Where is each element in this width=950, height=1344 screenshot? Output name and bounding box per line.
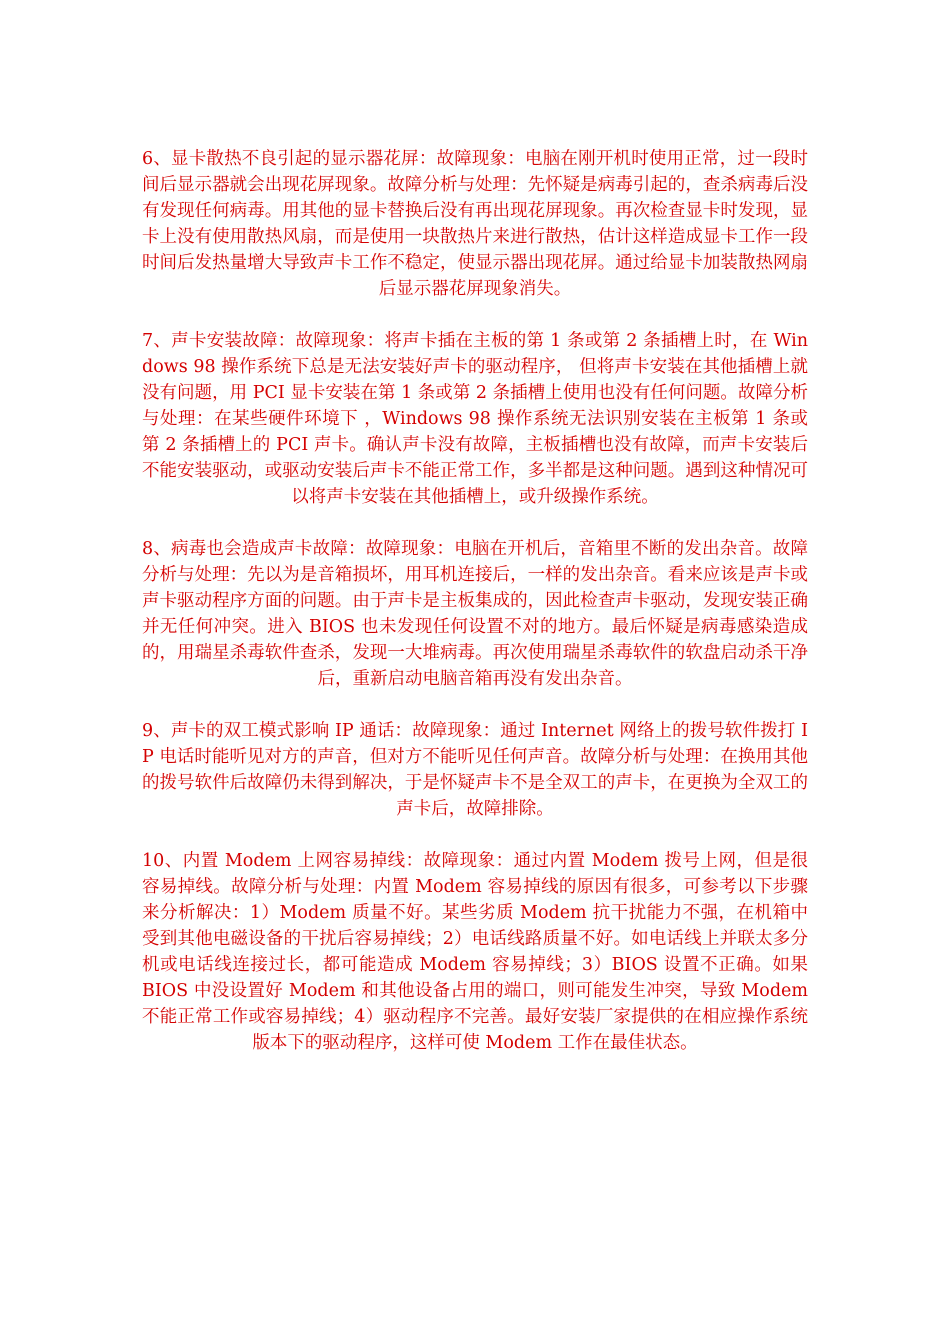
paragraph-9: 9、声卡的双工模式影响 IP 通话：故障现象：通过 Internet 网络上的拨号软件拨打 IP 电话时能听见对方的声音，但对方不能听见任何声音。故障分析与处理：在换用其他的拨号软件后故障仍未得到解决，于是怀疑声卡不是全双工的声卡，在更换为全双工的声卡后，故障排除。 bbox=[142, 721, 808, 819]
document-body bbox=[142, 146, 808, 1082]
paragraph-10: 10、内置 Modem 上网容易掉线：故障现象：通过内置 Modem 拨号上网，但是很容易掉线。故障分析与处理：内置 Modem 容易掉线的原因有很多，可参考以下步骤来分析解决：1）Modem 质量不好。某些劣质 Modem 抗干扰能力不强，在机箱中受到其他电磁设备的干扰后容易掉线；2）电话线路质量不好。如电话线上并联太多分机或电话线连接过长，都可能造成 Modem 容易掉线；3）BIOS 设置不正确。如果 BIOS 中没设置好 Modem 和其他设备占用的端口，则可能发生冲突，导致 Modem 不能正常工作或容易掉线；4）驱动程序不完善。最好安装厂家提供的在相应操作系统版本下的驱动程序，这样可使 Modem 工作在最佳状态。 bbox=[142, 851, 808, 1053]
paragraph-6: 6、显卡散热不良引起的显示器花屏：故障现象：电脑在刚开机时使用正常，过一段时间后显示器就会出现花屏现象。故障分析与处理：先怀疑是病毒引起的，查杀病毒后没有发现任何病毒。用其他的显卡替换后没有再出现花屏现象。再次检查显卡时发现，显卡上没有使用散热风扇，而是使用一块散热片来进行散热，估计这样造成显卡工作一段时间后发热量增大导致声卡工作不稳定，使显示器出现花屏。通过给显卡加装散热网扇后显示器花屏现象消失。 bbox=[142, 149, 808, 299]
paragraph-7: 7、声卡安装故障：故障现象：将声卡插在主板的第 1 条或第 2 条插槽上时，在 Windows 98 操作系统下总是无法安装好声卡的驱动程序， 但将声卡安装在其他插槽上就没有问题，用 PCI 显卡安装在第 1 条或第 2 条插槽上使用也没有任何问题。故障分析与处理：在某些硬件环境下 ，Windows 98 操作系统无法识别安装在主板第 1 条或第 2 条插槽上的 PCI 声卡。确认声卡没有故障，主板插槽也没有故障，而声卡安装后不能安装驱动，或驱动安装后声卡不能正常工作，多半都是这种问题。遇到这种情况可以将声卡安装在其他插槽上，或升级操作系统。 bbox=[142, 331, 808, 507]
paragraph-8: 8、病毒也会造成声卡故障：故障现象：电脑在开机后，音箱里不断的发出杂音。故障分析与处理：先以为是音箱损坏，用耳机连接后，一样的发出杂音。看来应该是声卡或声卡驱动程序方面的问题。由于声卡是主板集成的，因此检查声卡驱动，发现安装正确并无任何冲突。进入 BIOS 也未发现任何设置不对的地方。最后怀疑是病毒感染造成的，用瑞星杀毒软件查杀，发现一大堆病毒。再次使用瑞星杀毒软件的软盘启动杀干净后，重新启动电脑音箱再没有发出杂音。 bbox=[142, 539, 808, 689]
